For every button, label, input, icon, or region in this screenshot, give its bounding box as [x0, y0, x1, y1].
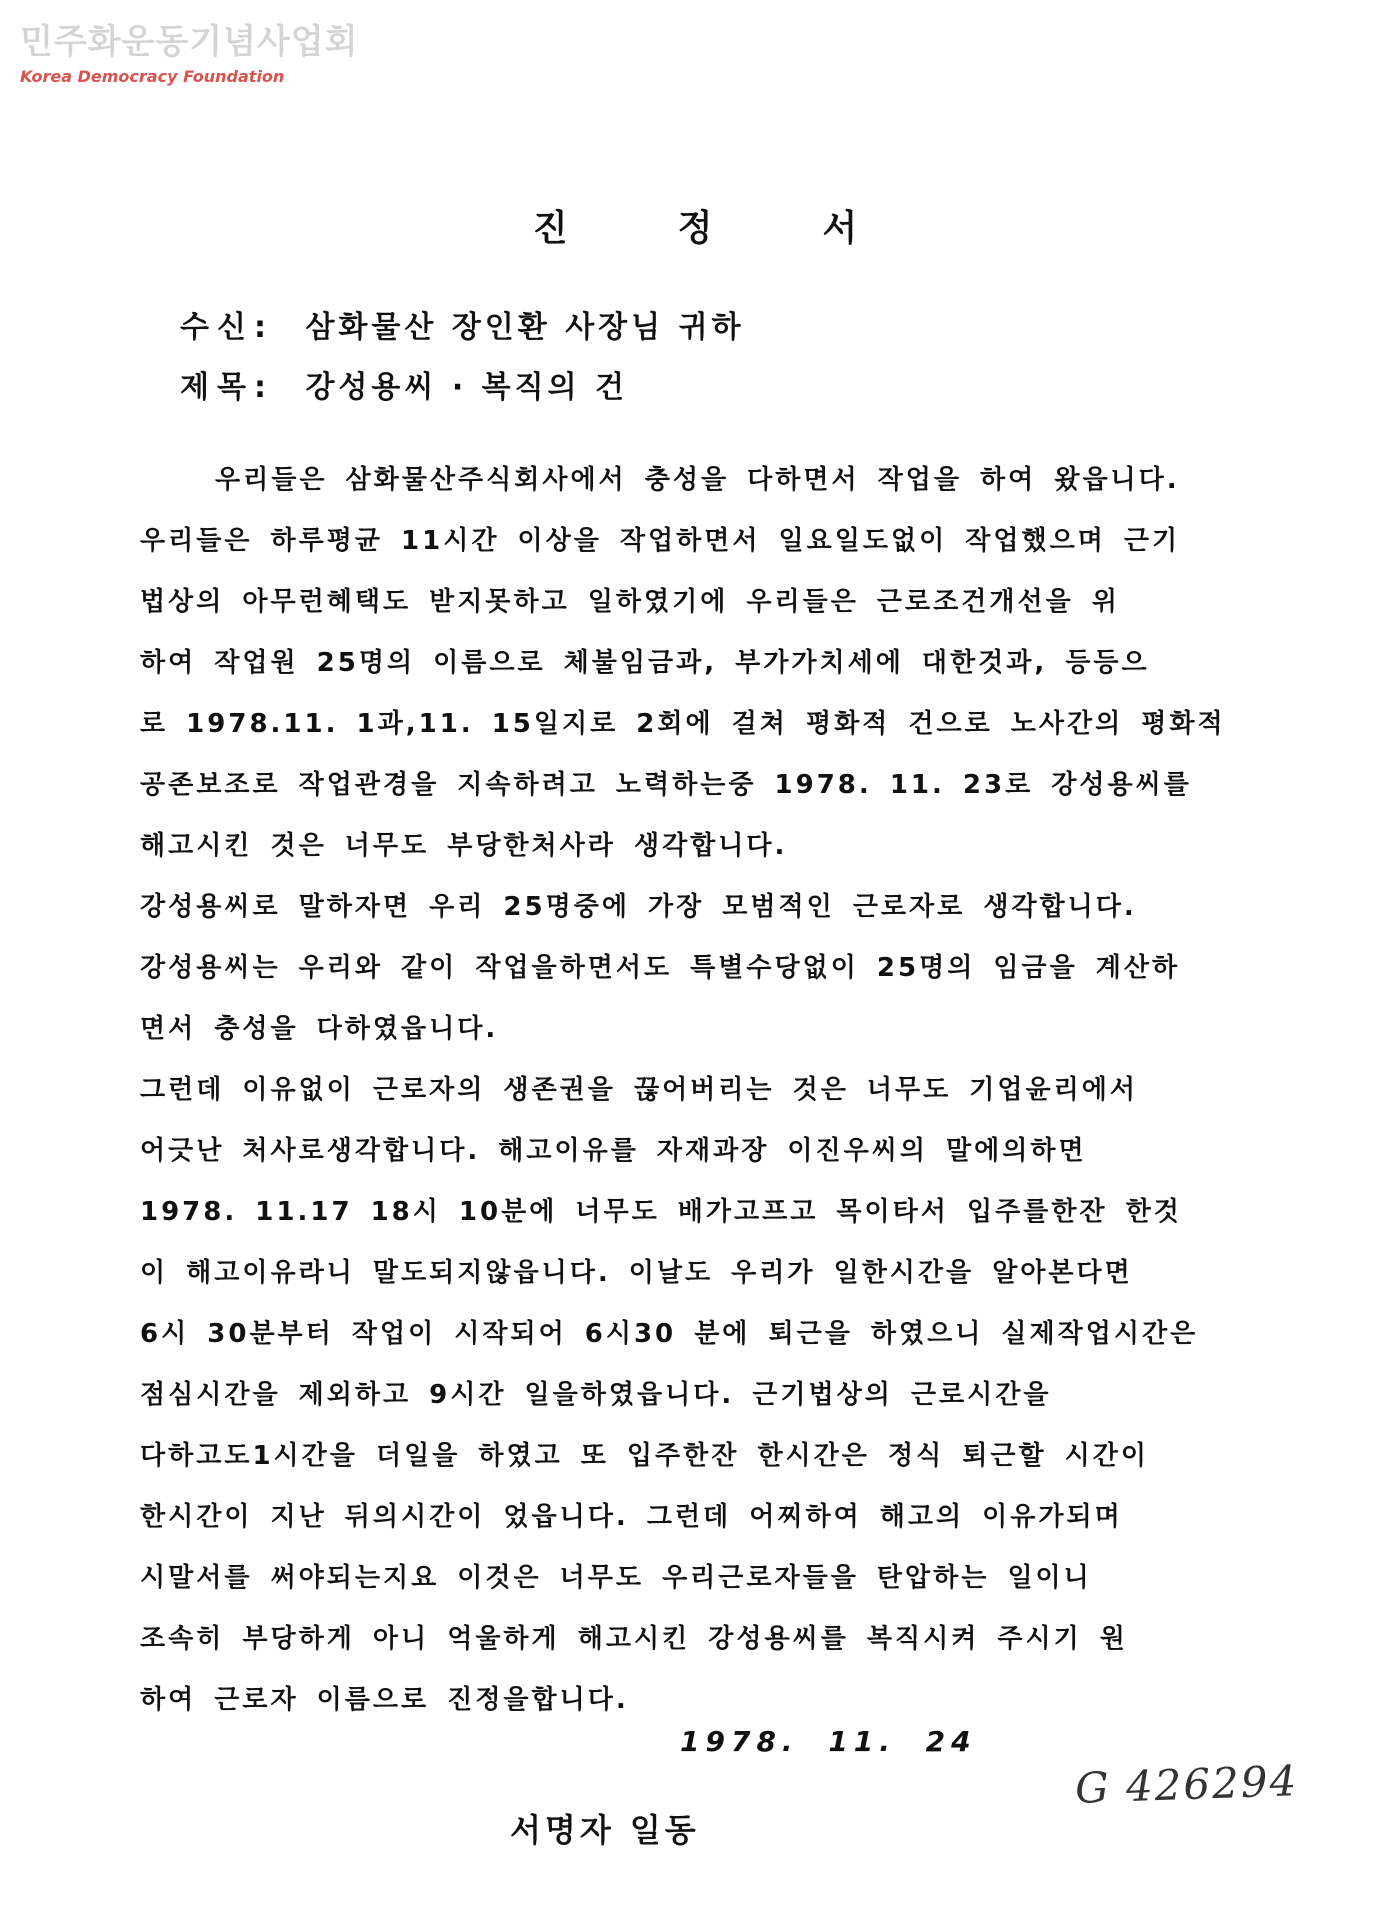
body-line: 한시간이 지난 뒤의시간이 었읍니다. 그런데 어찌하여 해고의 이유가되며: [140, 1502, 1123, 1532]
body-line: 6시 30분부터 작업이 시작되어 6시30 분에 퇴근을 하였으니 실제작업시간은: [140, 1319, 1199, 1349]
subject-label: 제목:: [180, 370, 274, 405]
body-line: 면서 충성을 다하였읍니다.: [140, 1014, 499, 1044]
body-line: 공존보조로 작업관경을 지속하려고 노력하는중 1978. 11. 23로 강성용씨를: [140, 770, 1192, 800]
body-line: 그런데 이유없이 근로자의 생존권을 끊어버리는 것은 너무도 기업윤리에서: [140, 1075, 1138, 1105]
body-line: 우리들은 하루평균 11시간 이상을 작업하면서 일요일도없이 작업했으며 근기: [140, 526, 1181, 556]
body-line: 이 해고이유라니 말도되지않읍니다. 이날도 우리가 일한시간을 알아본다면: [140, 1258, 1133, 1288]
body-line: 시말서를 써야되는지요 이것은 너무도 우리근로자들을 탄압하는 일이니: [140, 1563, 1092, 1593]
body-line: 조속히 부당하게 아니 억울하게 해고시킨 강성용씨를 복직시켜 주시기 원: [140, 1624, 1128, 1654]
signers: 서명자 일동: [510, 1811, 700, 1849]
watermark: [20, 22, 358, 88]
body-line: 법상의 아무런혜택도 받지못하고 일하였기에 우리들은 근로조건개선을 위: [140, 587, 1120, 617]
body-line: 로 1978.11. 1과,11. 15일지로 2회에 걸쳐 평화적 건으로 노사간의 평화적: [140, 709, 1226, 739]
body-line: 점심시간을 제외하고 9시간 일을하였읍니다. 근기법상의 근로시간을: [140, 1380, 1052, 1410]
subject-value: 강성용씨 · 복직의 건: [305, 370, 629, 405]
body-line: 강성용씨로 말하자면 우리 25명중에 가장 모범적인 근로자로 생각합니다.: [140, 892, 1137, 922]
body-line: 1978. 11.17 18시 10분에 너무도 배가고프고 목이타서 입주를한잔 한것: [140, 1197, 1182, 1227]
document-title: 진정서: [532, 208, 968, 249]
watermark-english-text: Korea Democracy Foundation: [20, 67, 285, 86]
subject-row: [180, 368, 628, 408]
document-body: [140, 450, 1226, 1731]
document-date: 1978. 11. 24: [680, 1725, 977, 1758]
watermark-korean-text: 민주화운동기념사업회: [20, 22, 359, 62]
body-line: 하여 작업원 25명의 이름으로 체불임금과, 부가가치세에 대한것과, 등등으: [140, 648, 1150, 678]
body-line: 강성용씨는 우리와 같이 작업을하면서도 특별수당없이 25명의 임금을 계산하: [140, 953, 1181, 983]
body-line: 어긋난 처사로생각합니다. 해고이유를 자재과장 이진우씨의 말에의하면: [140, 1136, 1087, 1166]
body-line: 해고시킨 것은 너무도 부당한처사라 생각합니다.: [140, 831, 788, 861]
recipient-row: [180, 308, 745, 348]
recipient-value: 삼화물산 장인환 사장님 귀하: [305, 310, 745, 345]
body-line: 다하고도1시간을 더일을 하였고 또 입주한잔 한시간은 정식 퇴근할 시간이: [140, 1441, 1149, 1471]
body-line: 하여 근로자 이름으로 진정을합니다.: [140, 1685, 629, 1715]
body-line: 우리들은 삼화물산주식회사에서 충성을 다하면서 작업을 하여 왔읍니다.: [215, 465, 1180, 495]
handwritten-archive-id: G 426294: [1074, 1756, 1300, 1813]
recipient-label: 수신:: [180, 310, 274, 345]
